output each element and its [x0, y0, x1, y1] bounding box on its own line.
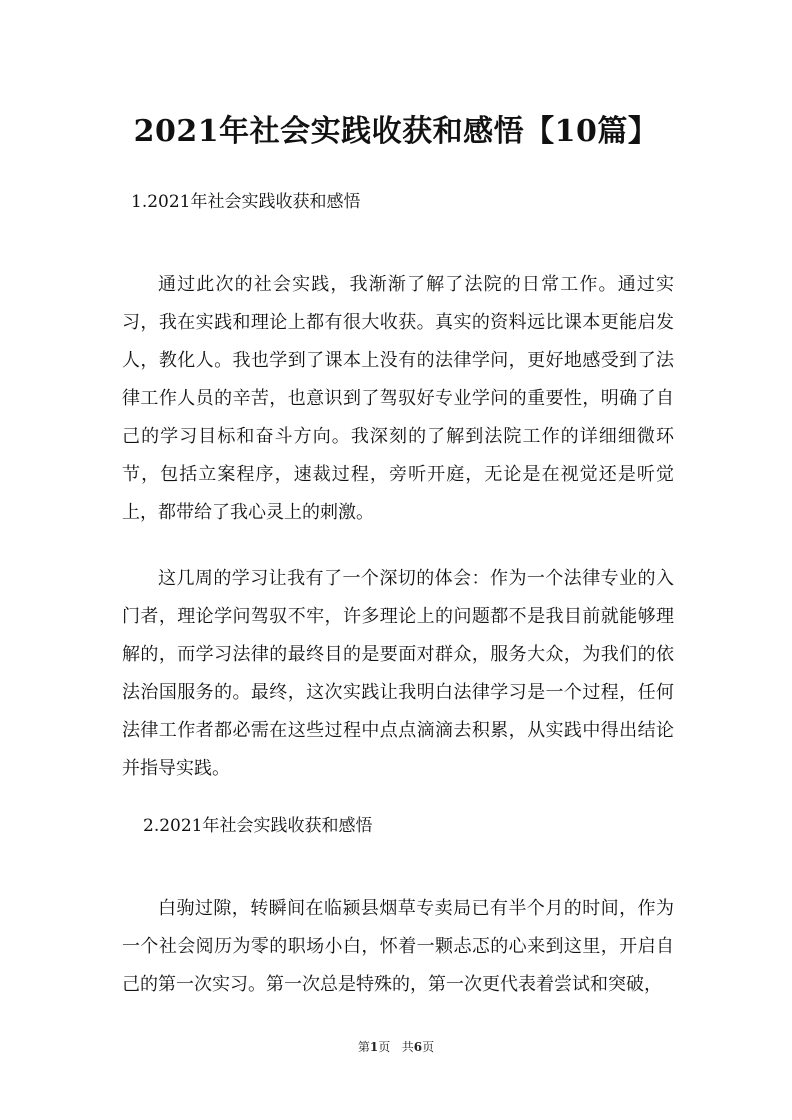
page-unit: 页 — [378, 1040, 391, 1054]
page-prefix: 第 — [357, 1040, 370, 1054]
section-1-paragraph-1: 通过此次的社会实践，我渐渐了解了法院的日常工作。通过实习，我在实践和理论上都有很大收获。真实的资料远比课本更能启发人，教化人。我也学到了课本上没有的法律学问，更好地感受到了法律工作人员的辛苦，也意识到了驾驭好专业学问的重要性，明确了自己的学习目标和奋斗方向。我深刻的了解到法院工作的详细细微环节，包括立案程序，速裁过程，旁听开庭，无论是在视觉还是听觉上，都带给了我心灵上的刺激。 — [122, 274, 674, 523]
section-1-paragraph-2: 这几周的学习让我有了一个深切的体会：作为一个法律专业的入门者，理论学问驾驭不牢，许多理论上的问题都不是我目前就能够理解的，而学习法律的最终目的是要面对群众，服务大众，为我们的依法治国服务的。最终，这次实践让我明白法律学习是一个过程，任何法律工作者都必需在这些过程中点点滴滴去积累，从实践中得出结论并指导实践。 — [122, 568, 674, 779]
page-total: 6 — [413, 1040, 423, 1054]
total-prefix: 共 — [401, 1040, 414, 1054]
page-current: 1 — [369, 1040, 379, 1054]
section-heading-2: 2.2021年社会实践收获和感悟 — [143, 816, 373, 836]
document-title: 2021年社会实践收获和感悟【10篇】 — [133, 114, 659, 149]
section-2-paragraph-1: 白驹过隙，转瞬间在临颍县烟草专卖局已有半个月的时间，作为一个社会阅历为零的职场小白，怀着一颗忐忑的心来到这里，开启自己的第一次实习。第一次总是特殊的，第一次更代表着尝试和突破， — [122, 898, 674, 995]
page-footer — [0, 1039, 792, 1055]
total-unit: 页 — [422, 1040, 435, 1054]
section-heading-1: 1.2021年社会实践收获和感悟 — [131, 192, 361, 212]
